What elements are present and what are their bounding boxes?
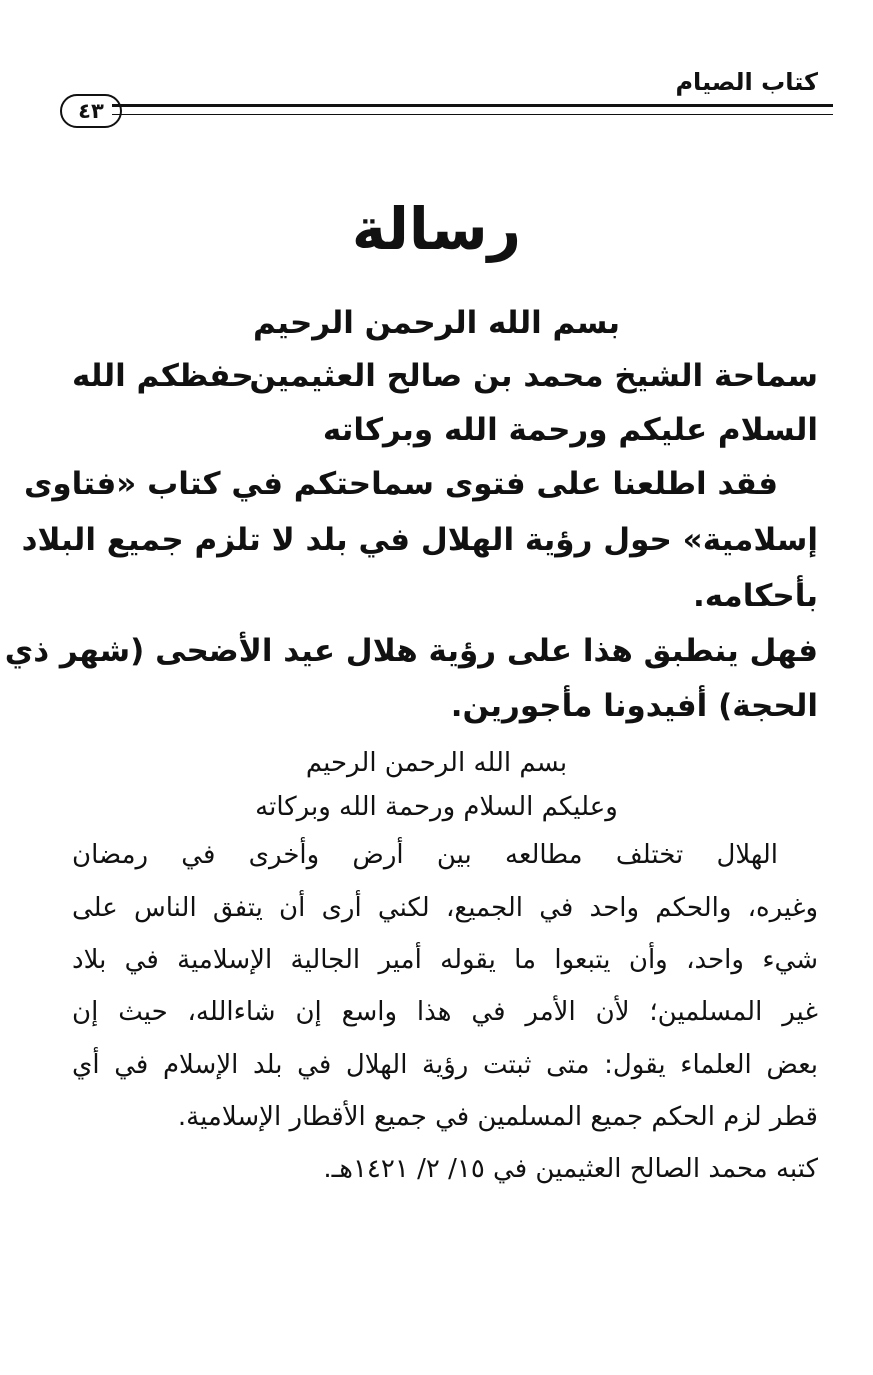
answer-greeting: وعليكم السلام ورحمة الله وبركاته — [255, 792, 618, 822]
answer-line: وغيره، والحكم واحد في الجميع، لكني أرى أن يتفق الناس على — [72, 893, 818, 923]
page-number: ٤٣ — [60, 94, 122, 128]
answer-basmala: بسم الله الرحمن الرحيم — [305, 748, 568, 778]
question-wish: حفظكم الله — [72, 358, 254, 394]
answer-line: شيء واحد، وأن يتبعوا ما يقوله أمير الجالية الإسلامية في بلاد — [72, 945, 818, 975]
question-basmala: بسم الله الرحمن الرحيم — [252, 305, 621, 341]
question-addressee: سماحة الشيخ محمد بن صالح العثيمين — [249, 358, 818, 394]
running-header-title: كتاب الصيام — [675, 68, 818, 96]
answer-line: غير المسلمين؛ لأن الأمر في هذا واسع إن شاءالله، حيث إن — [72, 997, 818, 1027]
page-title: رسالة — [351, 195, 522, 263]
question-line: إسلامية» حول رؤية الهلال في بلد لا تلزم جميع البلاد — [21, 522, 818, 558]
question-line: فقد اطلعنا على فتوى سماحتكم في كتاب «فتاوى — [23, 466, 778, 502]
header-rule-thick — [112, 104, 833, 107]
answer-line: بعض العلماء يقول: متى ثبتت رؤية الهلال في بلد الإسلام في أي — [72, 1050, 818, 1080]
answer-line: قطر لزم الحكم جميع المسلمين في جميع الأقطار الإسلامية. — [177, 1102, 818, 1132]
answer-line: الهلال تختلف مطالعه بين أرض وأخرى في رمضان — [72, 840, 778, 870]
answer-signature: كتبه محمد الصالح العثيمين في ١٥/ ٢/ ١٤٢١هـ. — [323, 1154, 818, 1184]
question-line: الحجة) أفيدونا مأجورين. — [450, 688, 818, 724]
header-rule-thin — [112, 114, 833, 115]
question-line: فهل ينطبق هذا على رؤية هلال عيد الأضحى (شهر ذي — [4, 633, 818, 669]
question-line: بأحكامه. — [692, 578, 818, 614]
question-greeting: السلام عليكم ورحمة الله وبركاته — [322, 412, 818, 448]
